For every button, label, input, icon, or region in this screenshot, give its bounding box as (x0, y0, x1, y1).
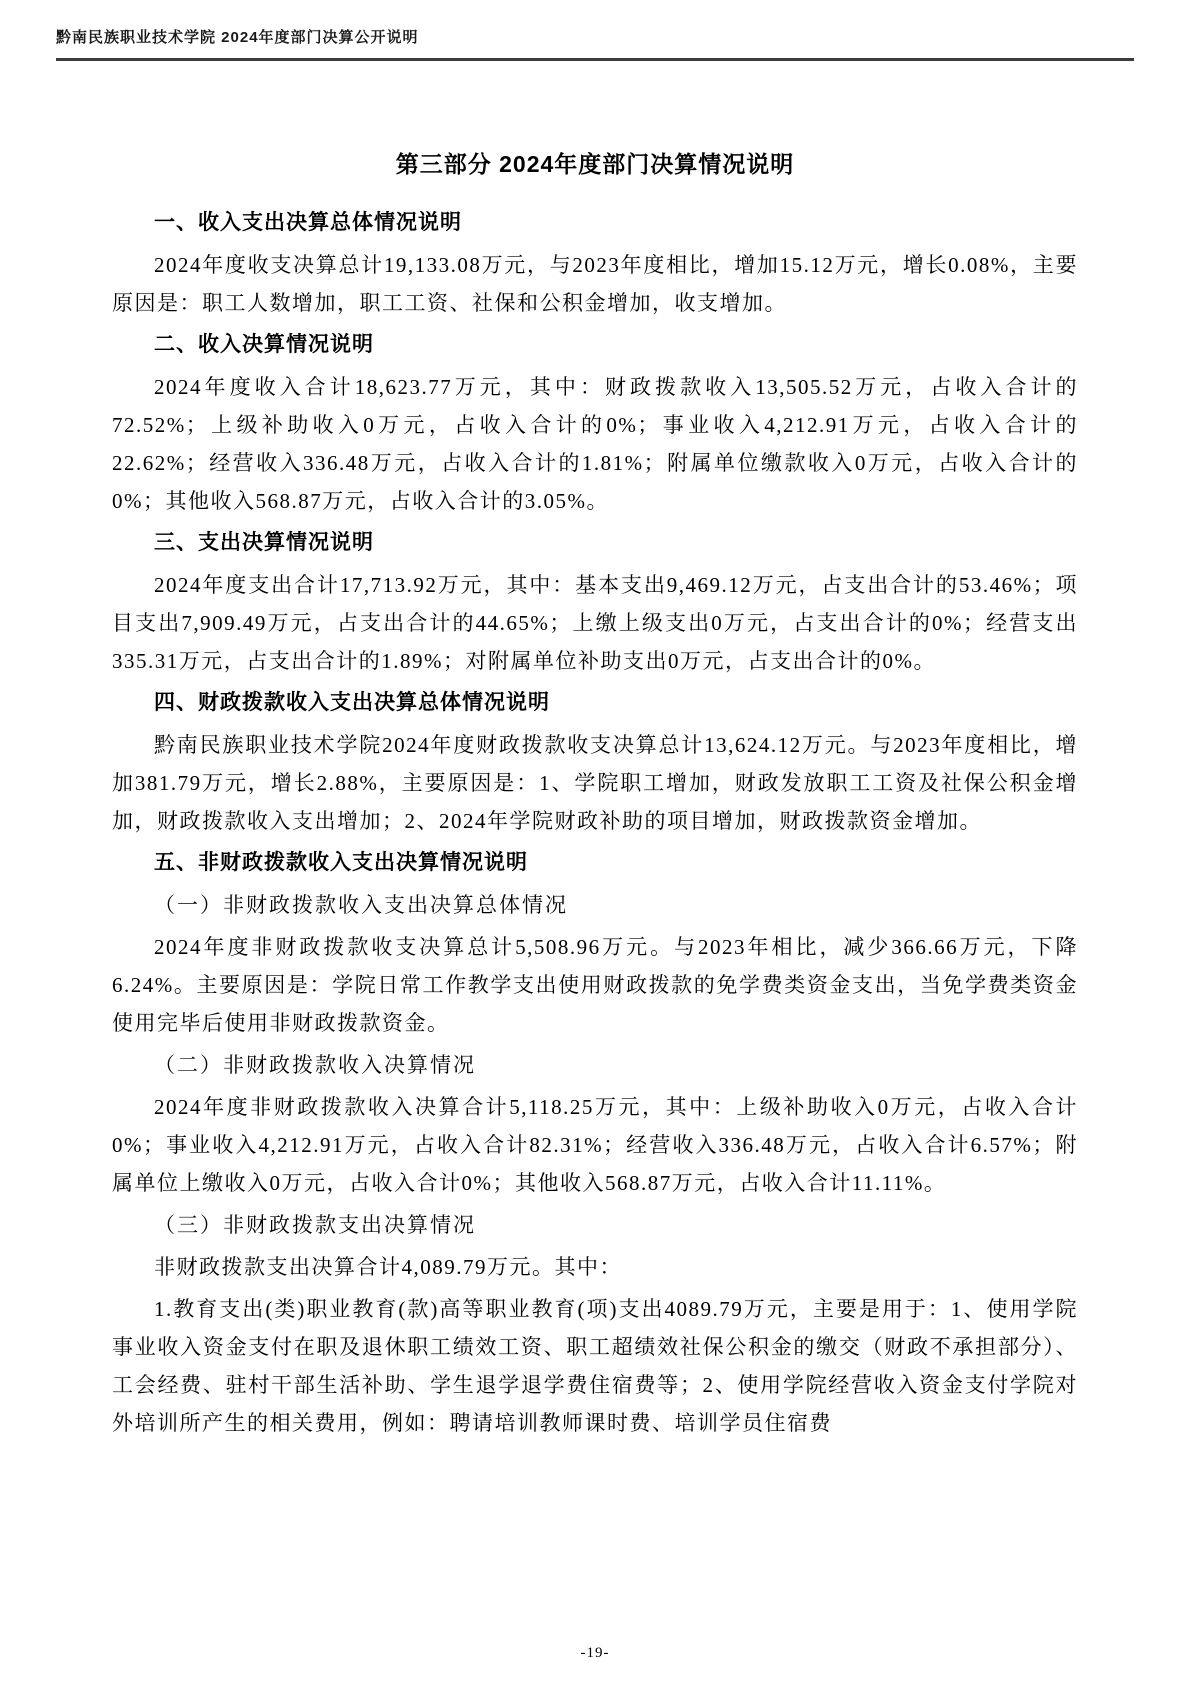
paragraph-non-fiscal-overview: 2024年度非财政拨款收支决算总计5,508.96万元。与2023年相比，减少366.66万元，下降6.24%。主要原因是：学院日常工作教学支出使用财政拨款的免学费类资金支出，当免学费类资金使用完毕后使用非财政拨款资金。 (112, 935, 1078, 1035)
heading-section-1-income-expense-overview: 一、收入支出决算总体情况说明 (154, 211, 462, 234)
heading-section-2-income-statement: 二、收入决算情况说明 (154, 333, 374, 356)
header-rule (56, 58, 1134, 61)
heading-section-4-fiscal-appropriation: 四、财政拨款收入支出决算总体情况说明 (154, 691, 550, 714)
paragraph-income-statement: 2024年度收入合计18,623.77万元，其中：财政拨款收入13,505.52万元，占收入合计的72.52%；上级补助收入0万元，占收入合计的0%；事业收入4,212.91万元，占收入合计的22.62%；经营收入336.48万元，占收入合计的1.81%；附属单位缴款收入0万元，占收入合计的0%；其他收入568.87万元，占收入合计的3.05%。 (112, 375, 1078, 513)
document-body (112, 148, 1078, 1446)
subheading-non-fiscal-overview: （一）非财政拨款收入支出决算总体情况 (154, 893, 568, 917)
page-number: -19- (580, 1645, 610, 1661)
document-header: 黔南民族职业技术学院 2024年度部门决算公开说明 (56, 29, 419, 46)
paragraph-fiscal-appropriation: 黔南民族职业技术学院2024年度财政拨款收支决算总计13,624.12万元。与2023年度相比，增加381.79万元，增长2.88%，主要原因是：1、学院职工增加，财政发放职工工资及社保公积金增加，财政拨款收入支出增加；2、2024年学院财政补助的项目增加，财政拨款资金增加。 (112, 733, 1078, 833)
paragraph-expense-statement: 2024年度支出合计17,713.92万元，其中：基本支出9,469.12万元，占支出合计的53.46%；项目支出7,909.49万元，占支出合计的44.65%；上缴上级支出0万元，占支出合计的0%；经营支出335.31万元，占支出合计的1.89%；对附属单位补助支出0万元，占支出合计的0%。 (112, 573, 1078, 673)
page-title: 第三部分 2024年度部门决算情况说明 (395, 151, 795, 177)
heading-section-3-expense-statement: 三、支出决算情况说明 (154, 531, 374, 554)
paragraph-non-fiscal-income: 2024年度非财政拨款收入决算合计5,118.25万元，其中：上级补助收入0万元，占收入合计0%；事业收入4,212.91万元，占收入合计82.31%；经营收入336.48万元，占收入合计6.57%；附属单位上缴收入0万元，占收入合计0%；其他收入568.87万元，占收入合计11.11%。 (112, 1095, 1078, 1195)
subheading-non-fiscal-expense: （三）非财政拨款支出决算情况 (154, 1213, 476, 1237)
subheading-non-fiscal-income: （二）非财政拨款收入决算情况 (154, 1053, 476, 1077)
paragraph-non-fiscal-expense-total: 非财政拨款支出决算合计4,089.79万元。其中： (154, 1255, 622, 1279)
paragraph-education-expense-detail: 1.教育支出(类)职业教育(款)高等职业教育(项)支出4089.79万元，主要是用于：1、使用学院事业收入资金支付在职及退休职工绩效工资、职工超绩效社保公积金的缴交（财政不承担部分）、工会经费、驻村干部生活补助、学生退学退学费住宿费等；2、使用学院经营收入资金支付学院对外培训所产生的相关费用，例如：聘请培训教师课时费、培训学员住宿费 (112, 1297, 1078, 1435)
paragraph-income-expense-overview: 2024年度收支决算总计19,133.08万元，与2023年度相比，增加15.12万元，增长0.08%，主要原因是：职工人数增加，职工工资、社保和公积金增加，收支增加。 (112, 253, 1078, 315)
heading-section-5-non-fiscal: 五、非财政拨款收入支出决算情况说明 (154, 851, 528, 874)
